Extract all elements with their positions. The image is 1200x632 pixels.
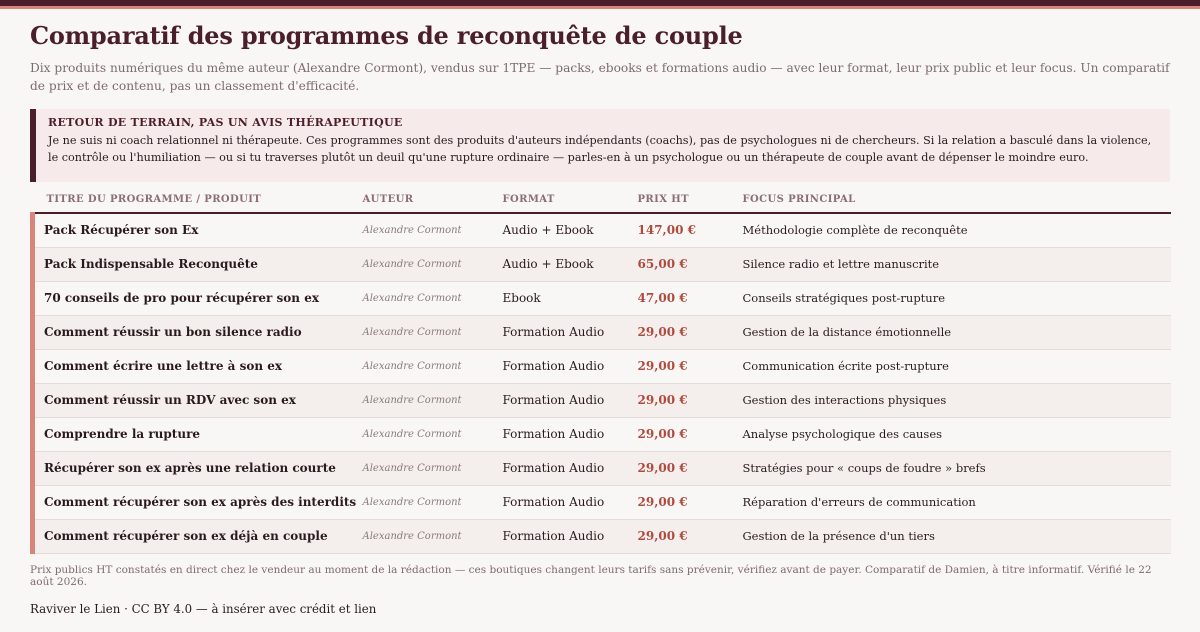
cell-title: Comment récupérer son ex après des interdits [33, 485, 363, 519]
cell-title: Comprendre la rupture [33, 417, 363, 451]
table-row [33, 519, 1172, 553]
credit-line: Raviver le Lien · CC BY 4.0 — à insérer avec crédit et lien [30, 601, 377, 616]
page-title: Comparatif des programmes de reconquête de couple [30, 21, 743, 50]
cell-title: Pack Indispensable Reconquête [33, 247, 363, 281]
cell-price: 29,00 € [638, 383, 743, 417]
cell-format: Formation Audio [503, 451, 638, 485]
cell-price: 29,00 € [638, 417, 743, 451]
cell-focus: Réparation d'erreurs de communication [743, 485, 1172, 519]
disclaimer-body: Je ne suis ni coach relationnel ni thérapeute. Ces programmes sont des produits d'auteurs indépendants (coachs), pas de psychologues ni de chercheurs. Si la relation a basculé dans la violence, le contrôle ou l'humiliation — ou si tu traverses plutôt un deuil qu'une rupture ordinaire — parles-en à un psychologue ou un thérapeute de couple avant de dépenser le moindre euro. [48, 134, 1152, 164]
cell-author: Alexandre Cormont [363, 383, 503, 417]
cell-price: 147,00 € [638, 213, 743, 247]
table-row [33, 349, 1172, 383]
header-price: PRIX HT [638, 192, 743, 213]
cell-price: 29,00 € [638, 451, 743, 485]
cell-price: 65,00 € [638, 247, 743, 281]
header-format: FORMAT [503, 192, 638, 213]
cell-focus: Stratégies pour « coups de foudre » brefs [743, 451, 1172, 485]
cell-author: Alexandre Cormont [363, 519, 503, 553]
header-focus: FOCUS PRINCIPAL [743, 192, 1172, 213]
table-header-row [33, 192, 1172, 213]
cell-author: Alexandre Cormont [363, 451, 503, 485]
disclaimer-box [30, 109, 1170, 182]
disclaimer-title: RETOUR DE TERRAIN, PAS UN AVIS THÉRAPEUTIQUE [48, 116, 403, 129]
cell-format: Formation Audio [503, 519, 638, 553]
table-row [33, 417, 1172, 451]
cell-title: Récupérer son ex après une relation courte [33, 451, 363, 485]
cell-price: 29,00 € [638, 485, 743, 519]
cell-focus: Communication écrite post-rupture [743, 349, 1172, 383]
cell-format: Formation Audio [503, 383, 638, 417]
cell-title: Comment écrire une lettre à son ex [33, 349, 363, 383]
cell-title: Comment récupérer son ex déjà en couple [33, 519, 363, 553]
table-row [33, 383, 1172, 417]
cell-format: Formation Audio [503, 485, 638, 519]
cell-author: Alexandre Cormont [363, 349, 503, 383]
table-row [33, 213, 1172, 247]
cell-focus: Gestion de la distance émotionnelle [743, 315, 1172, 349]
cell-focus: Gestion de la présence d'un tiers [743, 519, 1172, 553]
table-footnote: Prix publics HT constatés en direct chez le vendeur au moment de la rédaction — ces boutiques changent leurs tarifs sans prévenir, vérifiez avant de payer. Comparatif de Damien, à titre informatif. Vérifié le 22 août 2026. [30, 563, 1152, 588]
cell-title: Pack Récupérer son Ex [33, 213, 363, 247]
cell-author: Alexandre Cormont [363, 417, 503, 451]
cell-author: Alexandre Cormont [363, 213, 503, 247]
programs-table [30, 192, 1171, 554]
table-row [33, 315, 1172, 349]
cell-format: Ebook [503, 281, 638, 315]
header-author: AUTEUR [363, 192, 503, 213]
cell-focus: Silence radio et lettre manuscrite [743, 247, 1172, 281]
cell-focus: Gestion des interactions physiques [743, 383, 1172, 417]
cell-author: Alexandre Cormont [363, 281, 503, 315]
cell-title: Comment réussir un bon silence radio [33, 315, 363, 349]
table-row [33, 485, 1172, 519]
page-content [0, 21, 1200, 616]
cell-focus: Conseils stratégiques post-rupture [743, 281, 1172, 315]
cell-author: Alexandre Cormont [363, 247, 503, 281]
cell-title: Comment réussir un RDV avec son ex [33, 383, 363, 417]
cell-format: Audio + Ebook [503, 213, 638, 247]
cell-format: Formation Audio [503, 417, 638, 451]
cell-author: Alexandre Cormont [363, 485, 503, 519]
cell-format: Audio + Ebook [503, 247, 638, 281]
cell-format: Formation Audio [503, 315, 638, 349]
cell-price: 29,00 € [638, 349, 743, 383]
cell-price: 29,00 € [638, 519, 743, 553]
table-row [33, 247, 1172, 281]
cell-author: Alexandre Cormont [363, 315, 503, 349]
cell-focus: Méthodologie complète de reconquête [743, 213, 1172, 247]
cell-title: 70 conseils de pro pour récupérer son ex [33, 281, 363, 315]
cell-price: 29,00 € [638, 315, 743, 349]
cell-focus: Analyse psychologique des causes [743, 417, 1172, 451]
cell-price: 47,00 € [638, 281, 743, 315]
table-row [33, 281, 1172, 315]
header-title: TITRE DU PROGRAMME / PRODUIT [33, 192, 363, 213]
top-accent-stripe [0, 6, 1200, 9]
page-subtitle: Dix produits numériques du même auteur (Alexandre Cormont), vendus sur 1TPE — packs, ebooks et formations audio — avec leur format, leur prix public et leur focus. Un comparatif de prix et de contenu, pas un classement d'efficacité. [30, 61, 1170, 93]
cell-format: Formation Audio [503, 349, 638, 383]
table-row [33, 451, 1172, 485]
